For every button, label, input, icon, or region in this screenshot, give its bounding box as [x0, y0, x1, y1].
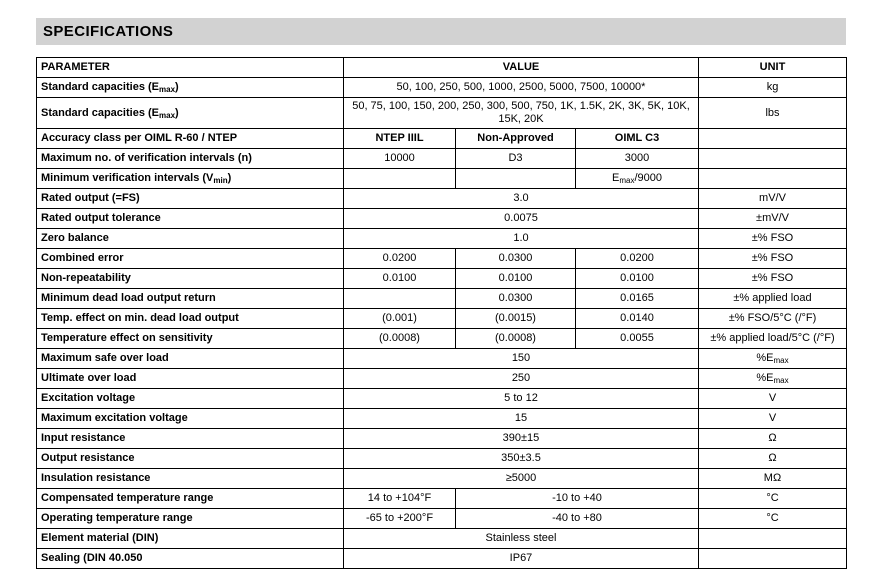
header-parameter: PARAMETER [37, 58, 344, 78]
value-cell: 10000 [344, 149, 456, 169]
value-cell: 250 [344, 369, 699, 389]
value-cell: 0.0055 [576, 329, 699, 349]
value-cell: (0.0008) [344, 329, 456, 349]
unit-cell: V [699, 409, 847, 429]
unit-cell [699, 169, 847, 189]
value-cell: 5 to 12 [344, 389, 699, 409]
unit-cell: V [699, 389, 847, 409]
table-row [37, 129, 847, 149]
value-cell: -10 to +40 [456, 489, 699, 509]
table-row [37, 409, 847, 429]
table-row [37, 269, 847, 289]
header-unit: UNIT [699, 58, 847, 78]
unit-cell: ±% FSO [699, 229, 847, 249]
parameter-cell: Maximum excitation voltage [37, 409, 344, 429]
value-cell: D3 [456, 149, 576, 169]
table-header-row [37, 58, 847, 78]
value-cell [344, 169, 456, 189]
unit-cell: ±% applied load [699, 289, 847, 309]
unit-cell: mV/V [699, 189, 847, 209]
value-cell: 390±15 [344, 429, 699, 449]
table-row [37, 98, 847, 129]
section-title-bar [36, 18, 846, 45]
value-cell [456, 169, 576, 189]
value-cell: 350±3.5 [344, 449, 699, 469]
parameter-cell: Ultimate over load [37, 369, 344, 389]
value-cell: 0.0165 [576, 289, 699, 309]
subscript: max [773, 356, 789, 365]
table-row [37, 189, 847, 209]
value-cell: (0.0015) [456, 309, 576, 329]
parameter-cell: Accuracy class per OIML R-60 / NTEP [37, 129, 344, 149]
value-cell: 15 [344, 409, 699, 429]
value-cell: IP67 [344, 549, 699, 569]
unit-cell: ±% FSO [699, 269, 847, 289]
parameter-cell: Input resistance [37, 429, 344, 449]
parameter-cell: Combined error [37, 249, 344, 269]
unit-cell [699, 529, 847, 549]
value-cell: 0.0140 [576, 309, 699, 329]
table-row [37, 249, 847, 269]
value-cell: 14 to +104°F [344, 489, 456, 509]
table-row [37, 169, 847, 189]
value-cell: 0.0075 [344, 209, 699, 229]
unit-cell: kg [699, 78, 847, 98]
parameter-cell: Rated output tolerance [37, 209, 344, 229]
parameter-cell: Sealing (DIN 40.050 [37, 549, 344, 569]
parameter-cell: Rated output (=FS) [37, 189, 344, 209]
unit-cell: ±% applied load/5°C (/°F) [699, 329, 847, 349]
unit-cell: °C [699, 489, 847, 509]
table-row [37, 369, 847, 389]
subscript: max [773, 376, 789, 385]
value-cell: (0.001) [344, 309, 456, 329]
parameter-cell: Temperature effect on sensitivity [37, 329, 344, 349]
value-cell [344, 289, 456, 309]
value-cell: 50, 100, 250, 500, 1000, 2500, 5000, 7500, 10000* [344, 78, 699, 98]
parameter-cell: Output resistance [37, 449, 344, 469]
parameter-cell: Insulation resistance [37, 469, 344, 489]
value-cell: OIML C3 [576, 129, 699, 149]
value-cell: 3.0 [344, 189, 699, 209]
table-row [37, 429, 847, 449]
value-cell: 150 [344, 349, 699, 369]
unit-cell: ±% FSO/5°C (/°F) [699, 309, 847, 329]
table-row [37, 489, 847, 509]
parameter-cell: Standard capacities $(E_{max})$ [37, 98, 344, 129]
parameter-cell: Operating temperature range [37, 509, 344, 529]
table-row [37, 78, 847, 98]
value-cell: ≥5000 [344, 469, 699, 489]
parameter-cell: Non-repeatability [37, 269, 344, 289]
value-cell: -40 to +80 [456, 509, 699, 529]
value-cell: NTEP IIIL [344, 129, 456, 149]
parameter-cell: Standard capacities $(E_{max})$ [37, 78, 344, 98]
parameter-cell: Element material (DIN) [37, 529, 344, 549]
section-title: SPECIFICATIONS [43, 23, 174, 40]
table-row [37, 349, 847, 369]
value-cell: (0.0008) [456, 329, 576, 349]
unit-cell: °C [699, 509, 847, 529]
value-cell: 3000 [576, 149, 699, 169]
subscript: min [213, 176, 228, 185]
spec-table-body [37, 78, 847, 569]
value-cell: $E_{max}/9000$ [576, 169, 699, 189]
value-cell: 50, 75, 100, 150, 200, 250, 300, 500, 750, 1K, 1.5K, 2K, 3K, 5K, 10K, 15K, 20K [344, 98, 699, 129]
unit-cell [699, 129, 847, 149]
table-row [37, 549, 847, 569]
value-cell: 0.0100 [456, 269, 576, 289]
table-row [37, 229, 847, 249]
parameter-cell: Excitation voltage [37, 389, 344, 409]
header-value: VALUE [344, 58, 699, 78]
subscript: max [619, 176, 635, 185]
value-cell: 0.0200 [344, 249, 456, 269]
specifications-table [36, 57, 847, 569]
table-row [37, 529, 847, 549]
subscript: max [159, 110, 176, 120]
value-cell: 0.0100 [344, 269, 456, 289]
unit-cell: $\%E_{max}$ [699, 349, 847, 369]
table-row [37, 289, 847, 309]
table-row [37, 449, 847, 469]
table-row [37, 389, 847, 409]
unit-cell: $\%E_{max}$ [699, 369, 847, 389]
subscript: max [159, 85, 176, 94]
parameter-cell: Temp. effect on min. dead load output [37, 309, 344, 329]
unit-cell: lbs [699, 98, 847, 129]
value-cell: 0.0100 [576, 269, 699, 289]
parameter-cell: Minimum verification intervals $(V_{min})$ [37, 169, 344, 189]
value-cell: 0.0300 [456, 289, 576, 309]
value-cell: Stainless steel [344, 529, 699, 549]
table-row [37, 149, 847, 169]
unit-cell: Ω [699, 449, 847, 469]
unit-cell [699, 149, 847, 169]
parameter-cell: Maximum no. of verification intervals (n) [37, 149, 344, 169]
value-cell: 0.0300 [456, 249, 576, 269]
unit-cell [699, 549, 847, 569]
value-cell: Non-Approved [456, 129, 576, 149]
parameter-cell: Minimum dead load output return [37, 289, 344, 309]
value-cell: -65 to +200°F [344, 509, 456, 529]
parameter-cell: Maximum safe over load [37, 349, 344, 369]
value-cell: 1.0 [344, 229, 699, 249]
table-row [37, 469, 847, 489]
table-row [37, 309, 847, 329]
parameter-cell: Zero balance [37, 229, 344, 249]
value-cell: 0.0200 [576, 249, 699, 269]
table-row [37, 329, 847, 349]
unit-cell: Ω [699, 429, 847, 449]
parameter-cell: Compensated temperature range [37, 489, 344, 509]
unit-cell: ±mV/V [699, 209, 847, 229]
unit-cell: MΩ [699, 469, 847, 489]
unit-cell: ±% FSO [699, 249, 847, 269]
table-row [37, 209, 847, 229]
table-row [37, 509, 847, 529]
